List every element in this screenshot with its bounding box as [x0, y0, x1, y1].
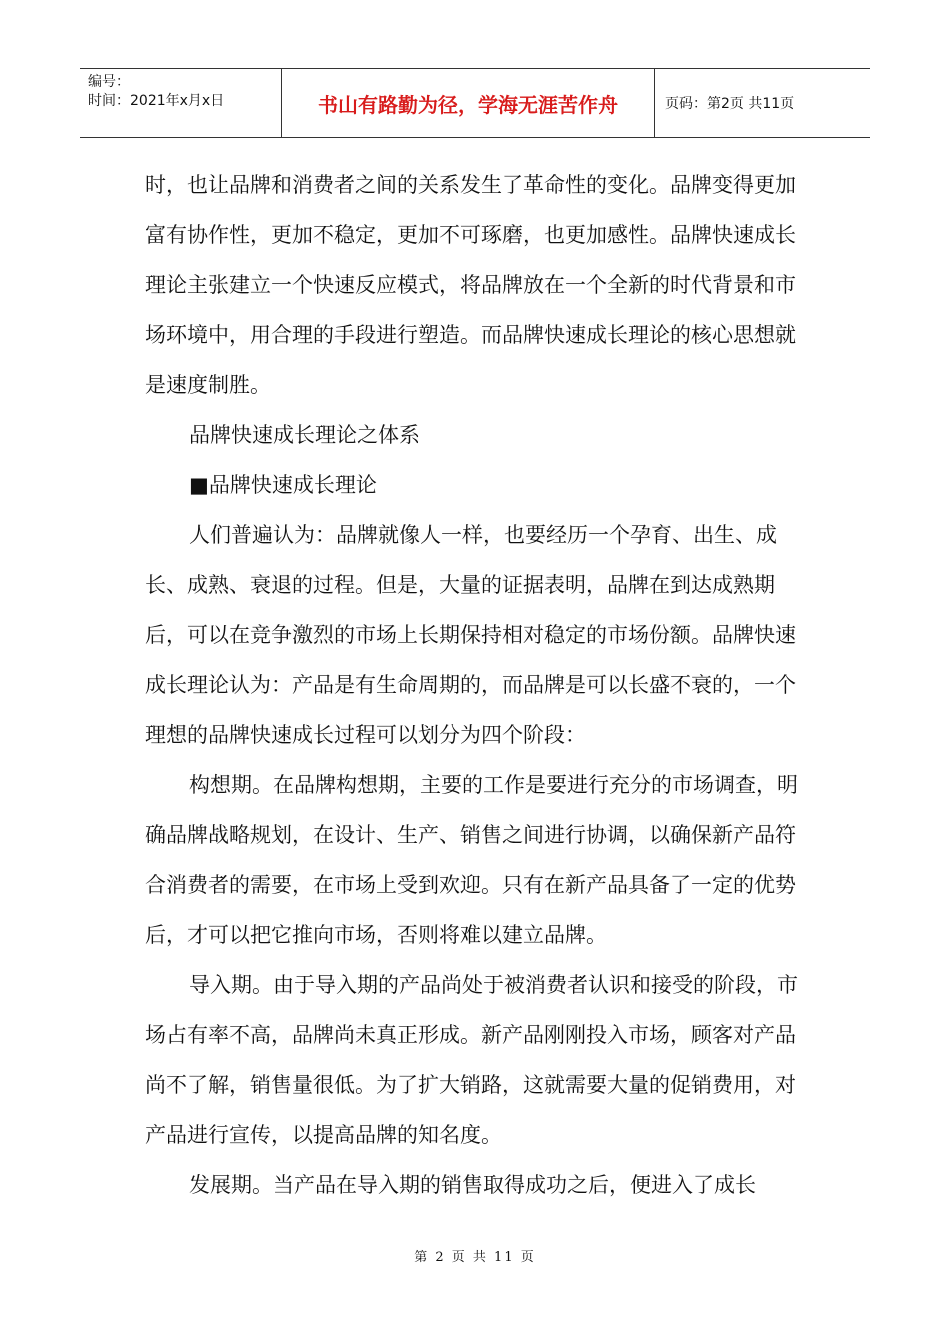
header-meta [80, 69, 282, 137]
paragraph-conception: 构想期。在品牌构想期，主要的工作是要进行充分的市场调查，明确品牌战略规划，在设计、生产、销售之间进行协调，以确保新产品符合消费者的需要，在市场上受到欢迎。只有在新产品具备了一定的优势后，才可以把它推向市场，否则将难以建立品牌。 [145, 773, 798, 947]
paragraph-lifecycle: 人们普遍认为：品牌就像人一样，也要经历一个孕育、出生、成长、成熟、衰退的过程。但是，大量的证据表明，品牌在到达成熟期后，可以在竞争激烈的市场上长期保持相对稳定的市场份额。品牌快速成长理论认为：产品是有生命周期的，而品牌是可以长盛不衰的，一个理想的品牌快速成长过程可以划分为四个阶段： [145, 523, 796, 747]
paragraph-introduction: 导入期。由于导入期的产品尚处于被消费者认识和接受的阶段，市场占有率不高，品牌尚未真正形成。新产品刚刚投入市场，顾客对产品尚不了解，销售量很低。为了扩大销路，这就需要大量的促销费用，对产品进行宣传，以提高品牌的知名度。 [145, 973, 798, 1147]
header-page-info: 页码：第2页 共11页 [665, 96, 795, 112]
time-label: 时间：2021年x月x日 [88, 93, 225, 109]
paragraph-1: 时，也让品牌和消费者之间的关系发生了革命性的变化。品牌变得更加富有协作性，更加不稳定，更加不可琢磨，也更加感性。品牌快速成长理论主张建立一个快速反应模式，将品牌放在一个全新的时代背景和市场环境中，用合理的手段进行塑造。而品牌快速成长理论的核心思想就是速度制胜。 [145, 173, 796, 397]
paragraph-development: 发展期。当产品在导入期的销售取得成功之后，便进入了成长 [189, 1173, 756, 1197]
header-motto: 书山有路勤为径，学海无涯苦作舟 [282, 69, 655, 137]
document-body [145, 160, 805, 1210]
subsection-heading: ■品牌快速成长理论 [189, 473, 377, 497]
header-table [80, 68, 870, 138]
number-label: 编号： [88, 74, 130, 90]
section-heading: 品牌快速成长理论之体系 [189, 423, 420, 447]
page-footer: 第 2 页 共 11 页 [414, 1250, 536, 1265]
